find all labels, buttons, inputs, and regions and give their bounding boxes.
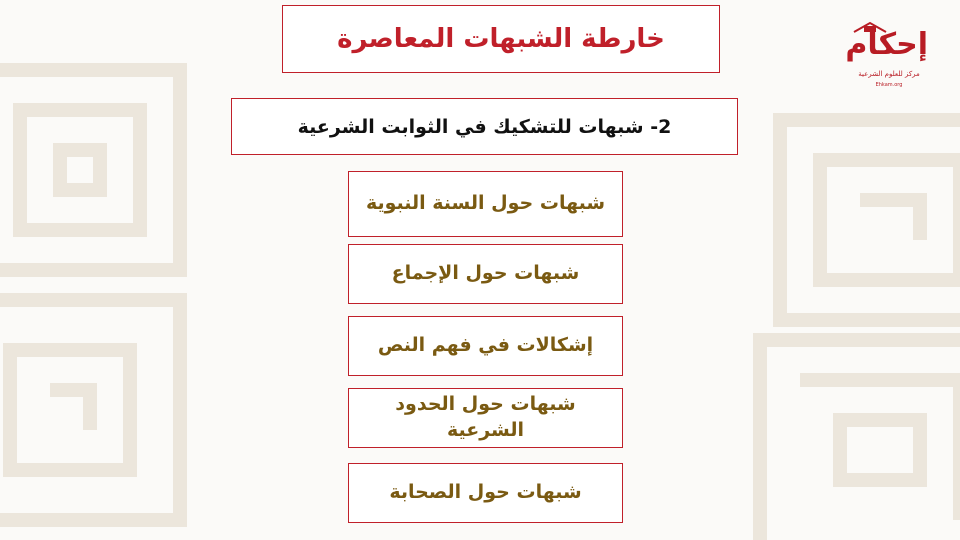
page-title: خارطة الشبهات المعاصرة bbox=[337, 24, 665, 54]
subtitle-box bbox=[231, 98, 738, 155]
item-label: شبهات حول الإجماع bbox=[391, 262, 580, 285]
item-box-text-understanding bbox=[348, 316, 623, 376]
logo-name: إحكام bbox=[845, 27, 928, 62]
item-label: شبهات حول السنة النبوية bbox=[365, 192, 606, 215]
section-heading: 2- شبهات للتشكيك في الثوابت الشرعية bbox=[297, 115, 672, 138]
item-box-hudud bbox=[348, 388, 623, 448]
logo-url: Ehkam.org bbox=[875, 82, 903, 88]
item-box-sunnah bbox=[348, 171, 623, 237]
item-label: إشكالات في فهم النص bbox=[377, 334, 594, 357]
item-label: شبهات حول الحدود الشرعية bbox=[395, 393, 576, 441]
item-label: شبهات حول الصحابة bbox=[389, 481, 582, 504]
item-box-ijma bbox=[348, 244, 623, 304]
title-box bbox=[282, 5, 720, 73]
item-box-sahaba bbox=[348, 463, 623, 523]
logo-tagline: مركز للعلوم الشرعية bbox=[858, 70, 920, 78]
logo bbox=[845, 26, 928, 92]
